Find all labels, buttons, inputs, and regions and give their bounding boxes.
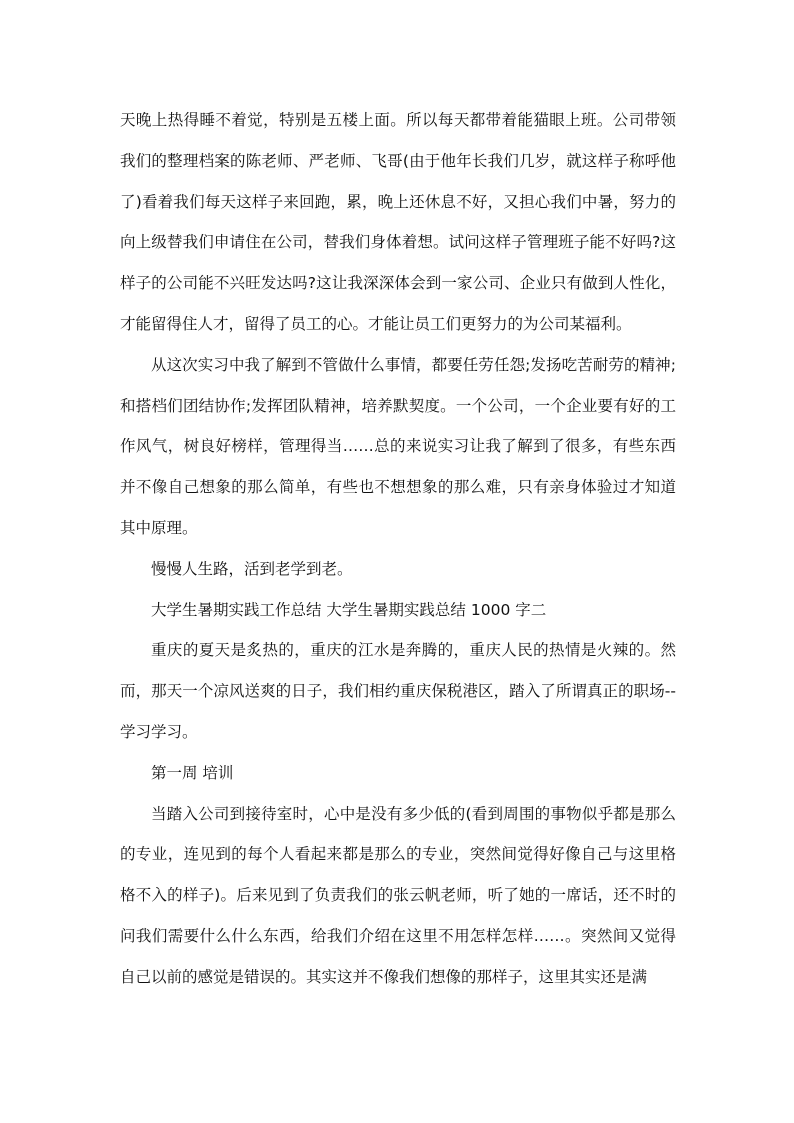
paragraph-5: 重庆的夏天是炙热的，重庆的江水是奔腾的，重庆人民的热情是火辣的。然而，那天一个凉风送爽的日子，我们相约重庆保税港区，踏入了所谓真正的职场--学习学习。 (120, 641, 676, 741)
paragraph-1: 天晚上热得睡不着觉，特别是五楼上面。所以每天都带着能猫眼上班。公司带领我们的整理档案的陈老师、严老师、飞哥(由于他年长我们几岁，就这样子称呼他了)看着我们每天这样子来回跑，累，晚上还休息不好，又担心我们中暑，努力的向上级替我们申请住在公司，替我们身体着想。试问这样子管理班子能不好吗?这样子的公司能不兴旺发达吗?这让我深深体会到一家公司、企业只有做到人性化，才能留得住人才，留得了员工的心。才能让员工们更努力的为公司某福利。 (120, 111, 676, 333)
document-body (120, 100, 676, 998)
paragraph-3: 慢慢人生路，活到老学到老。 (151, 559, 353, 578)
subsection-heading: 第一周 培训 (151, 763, 234, 782)
section-heading: 大学生暑期实践工作总结 大学生暑期实践总结 1000 字二 (151, 600, 547, 619)
paragraph-7: 当踏入公司到接待室时，心中是没有多少低的(看到周围的事物似乎都是那么的专业，连见到的每个人看起来都是那么的专业，突然间觉得好像自己与这里格格不入的样子)。后来见到了负责我们的张云帆老师，听了她的一席话，还不时的问我们需要什么什么东西，给我们介绍在这里不用怎样怎样……。突然间又觉得自己以前的感觉是错误的。其实这并不像我们想像的那样子，这里其实还是满 (120, 804, 676, 986)
paragraph-2: 从这次实习中我了解到不管做什么事情，都要任劳任怨;发扬吃苦耐劳的精神;和搭档们团结协作;发挥团队精神，培养默契度。一个公司，一个企业要有好的工作风气，树良好榜样，管理得当……总的来说实习让我了解到了很多，有些东西并不像自己想象的那么简单，有些也不想想象的那么难，只有亲身体验过才知道其中原理。 (120, 355, 676, 537)
